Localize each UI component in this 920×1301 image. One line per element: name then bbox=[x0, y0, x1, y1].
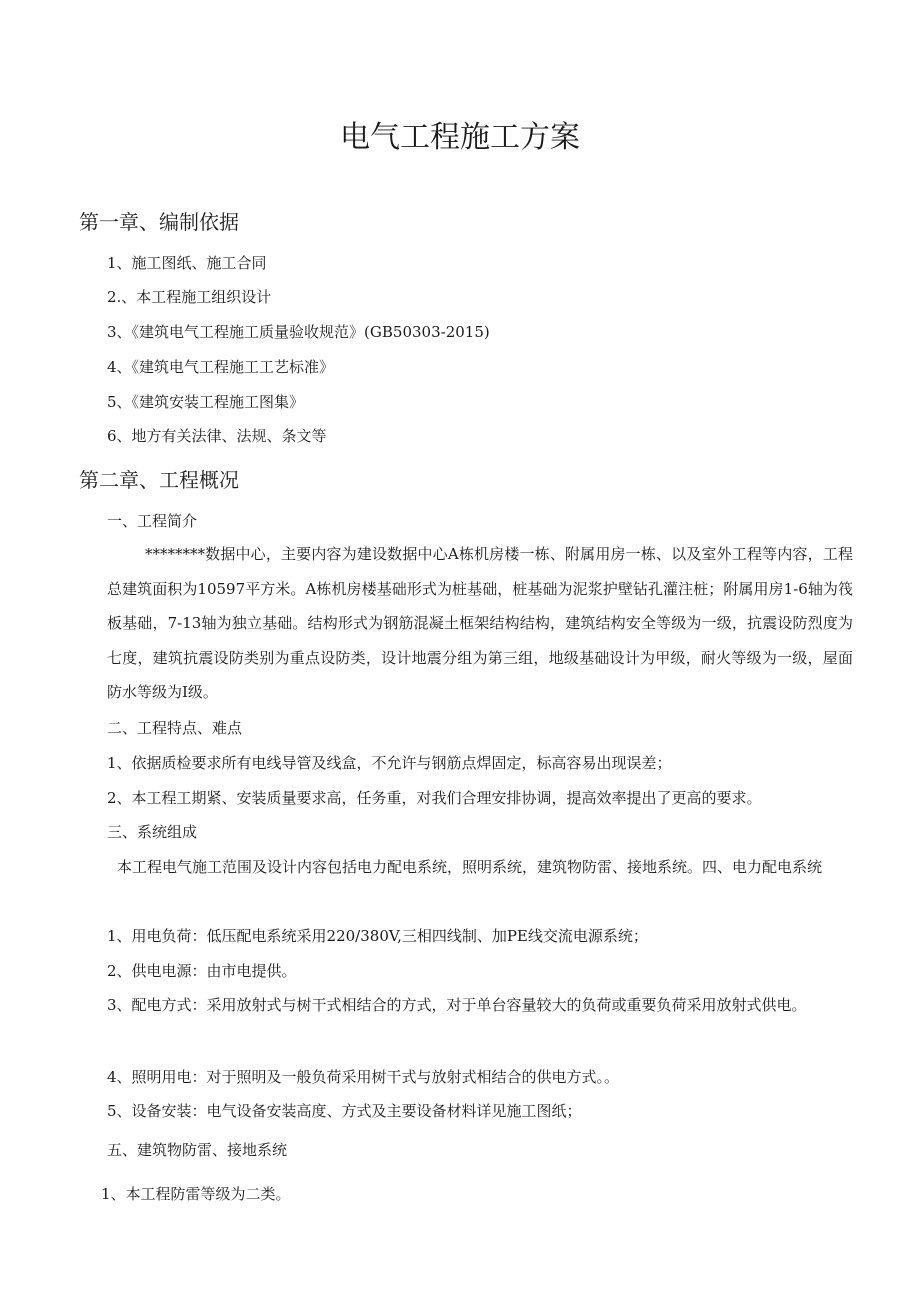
lightning-item-1: 1、本工程防雷等级为二类。 bbox=[101, 1185, 291, 1203]
power-item-3: 3、配电方式：采用放射式与树干式相结合的方式，对于单台容量较大的负荷或重要负荷采用放射式供电。 bbox=[107, 996, 807, 1014]
basis-item-2: 2.、本工程施工组织设计 bbox=[107, 288, 272, 306]
power-item-2: 2、供电电源：由市电提供。 bbox=[107, 962, 297, 980]
feature-item-2: 2、本工程工期紧、安装质量要求高，任务重，对我们合理安排协调，提高效率提出了更高的要求。 bbox=[107, 789, 762, 807]
system-composition-paragraph: 本工程电气施工范围及设计内容包括电力配电系统，照明系统，建筑物防雷、接地系统。四、电力配电系统 bbox=[117, 858, 823, 876]
basis-item-4: 4、《建筑电气工程施工工艺标准》 bbox=[107, 358, 335, 376]
basis-item-5: 5、《建筑安装工程施工图集》 bbox=[107, 393, 305, 411]
chapter-1-heading: 第一章、编制依据 bbox=[79, 210, 239, 234]
basis-item-3: 3、《建筑电气工程施工质量验收规范》(GB50303-2015) bbox=[107, 323, 490, 341]
chapter-2-heading: 第二章、工程概况 bbox=[79, 468, 239, 492]
power-item-5: 5、设备安装：电气设备安装高度、方式及主要设备材料详见施工图纸； bbox=[107, 1102, 582, 1120]
section-1-heading: 一、工程简介 bbox=[107, 512, 198, 530]
basis-item-1: 1、施工图纸、施工合同 bbox=[107, 254, 267, 272]
basis-item-6: 6、地方有关法律、法规、条文等 bbox=[107, 427, 327, 445]
power-item-1: 1、用电负荷：低压配电系统采用220/380V,三相四线制、加PE线交流电源系统； bbox=[107, 927, 648, 945]
document-title: 电气工程施工方案 bbox=[340, 120, 580, 155]
project-overview-paragraph: ********数据中心，主要内容为建设数据中心A栋机房楼一栋、附属用房一栋、以及室外工程等内容，工程总建筑面积为10597平方米。A栋机房楼基础形式为桩基础，桩基础为泥浆护壁钻孔灌注桩；附属用房1-6轴为筏板基础，7-13轴为独立基础。结构形式为钢筋混凝土框架结构结构，建筑结构安全等级为一级，抗震设防烈度为七度，建筑抗震设防类别为重点设防类，设计地震分组为第三组，地级基础设计为甲级，耐火等级为一级，屋面防水等级为I级。 bbox=[107, 545, 853, 702]
section-5-heading: 五、建筑物防雷、接地系统 bbox=[107, 1141, 288, 1159]
section-2-heading: 二、工程特点、难点 bbox=[107, 719, 243, 737]
power-item-4: 4、照明用电：对于照明及一般负荷采用树干式与放射式相结合的供电方式。。 bbox=[107, 1068, 620, 1086]
feature-item-1: 1、依据质检要求所有电线导管及线盒，不允许与钢筋点焊固定，标高容易出现误差； bbox=[107, 754, 672, 772]
section-3-heading: 三、系统组成 bbox=[107, 823, 198, 841]
